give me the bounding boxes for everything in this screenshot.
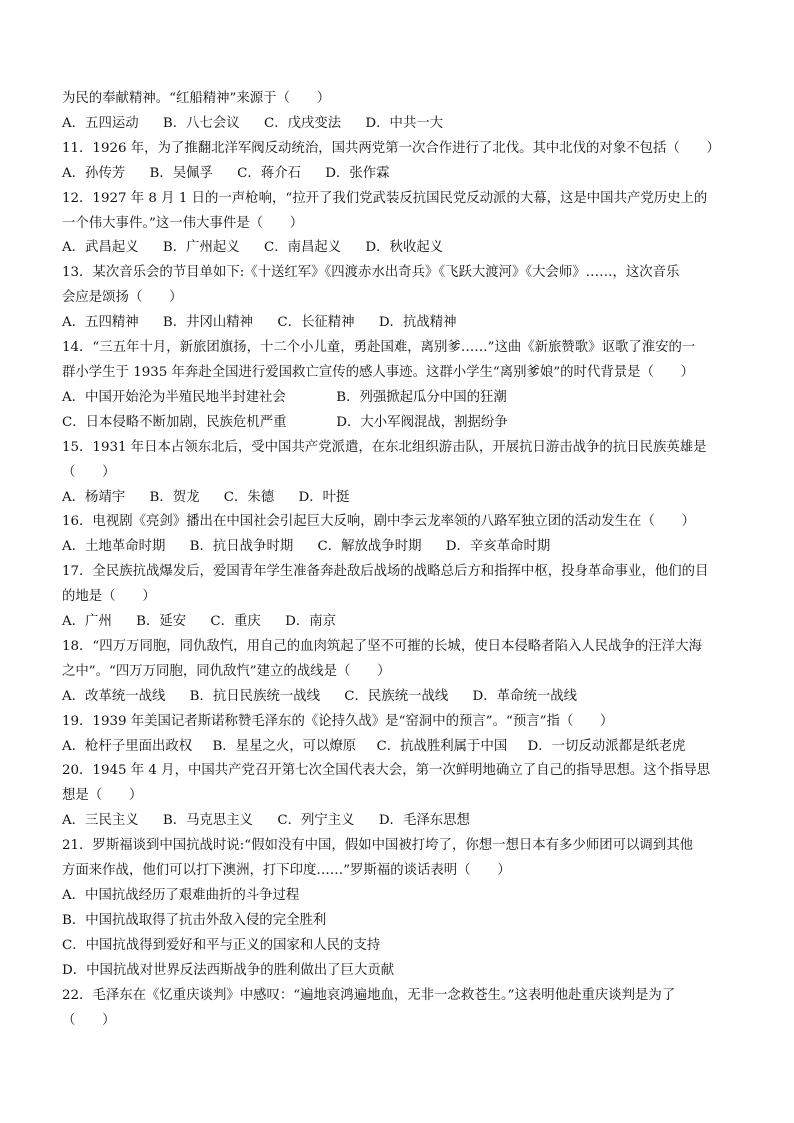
- option-b: B．星星之火，可以燎原: [212, 738, 357, 754]
- question-17: [62, 560, 738, 635]
- question-stem-cont: 会应是颂扬（ ）: [62, 290, 183, 306]
- option-a: A．土地革命时期: [62, 539, 166, 555]
- question-13: [62, 261, 738, 336]
- option-d: D．中共一大: [365, 115, 444, 131]
- option-c: C．解放战争时期: [317, 539, 422, 555]
- option-a: A．改革统一战线: [62, 688, 166, 704]
- option-b: B．吴佩孚: [149, 165, 213, 181]
- option-d: D．中国抗战对世界反法西斯战争的胜利做出了巨大贡献: [62, 962, 395, 978]
- option-b: B．延安: [136, 614, 187, 630]
- options-row: [62, 809, 738, 834]
- option-b: B．马克思主义: [162, 813, 254, 829]
- question-stem-cont: 的地是（ ）: [62, 589, 156, 605]
- options-row: [62, 411, 738, 436]
- options-row: [62, 685, 738, 710]
- exam-page: [62, 87, 738, 1033]
- question-11: [62, 137, 738, 187]
- option-b: B．贺龙: [149, 489, 200, 505]
- question-stem-cont: （ ）: [62, 1012, 116, 1028]
- option-d: D．南京: [285, 614, 336, 630]
- question-stem: 21．罗斯福谈到中国抗战时说:“假如没有中国，假如中国被打垮了，你想一想日本有多少师团可以调到其他: [62, 838, 693, 854]
- option-d: D．抗战精神: [378, 315, 457, 331]
- options-row: [62, 112, 738, 137]
- question-21: [62, 834, 738, 983]
- question-stem-cont: （ ）: [62, 464, 116, 480]
- option-d: D．张作霖: [325, 165, 390, 181]
- option-a: A．枪杆子里面出政权: [62, 738, 193, 754]
- option-c: C．列宁主义: [277, 813, 355, 829]
- option-a: A．武昌起义: [62, 240, 139, 256]
- option-a: A．五四运动: [62, 115, 139, 131]
- options-row: [62, 236, 738, 261]
- option-b: B．广州起义: [162, 240, 240, 256]
- option-c: C．日本侵略不断加剧，民族危机严重: [62, 414, 287, 430]
- option-a: A．杨靖宇: [62, 489, 126, 505]
- option-a: A．中国开始沦为半殖民地半封建社会: [62, 389, 286, 405]
- option-c: C．重庆: [210, 614, 261, 630]
- option-b: B．井冈山精神: [162, 315, 254, 331]
- question-16: [62, 510, 738, 560]
- question-stem-cont: 一个伟大事件。”这一伟大事件是（ ）: [62, 215, 304, 231]
- question-14: [62, 336, 738, 436]
- option-b: B．中国抗战取得了抗击外敌入侵的完全胜利: [62, 912, 327, 928]
- question-stem: 为民的奉献精神。“红船精神”来源于（ ）: [62, 91, 331, 106]
- question-12: [62, 187, 738, 262]
- question-stem: 13．某次音乐会的节目单如下:《十送红军》《四渡赤水出奇兵》《飞跃大渡河》《大会师》……，这次音乐: [62, 265, 680, 281]
- options-row: [62, 386, 738, 411]
- options-row: [62, 162, 738, 187]
- question-15: [62, 436, 738, 511]
- option-b: B．抗日民族统一战线: [189, 688, 321, 704]
- question-stem-cont: 方面来作战，他们可以打下澳洲，打下印度……”罗斯福的谈话表明（ ）: [62, 863, 511, 879]
- options-row: [62, 311, 738, 336]
- option-b: B．抗日战争时期: [189, 539, 294, 555]
- option-c: C．中国抗战得到爱好和平与正义的国家和人民的支持: [62, 937, 381, 953]
- option-c: C．南昌起义: [263, 240, 342, 256]
- option-d: D．辛亥革命时期: [445, 539, 551, 555]
- options-row: [62, 610, 738, 635]
- option-a: A．五四精神: [62, 315, 139, 331]
- option-b: B．列强掀起瓜分中国的狂潮: [336, 389, 507, 405]
- question-22: [62, 984, 738, 1034]
- question-19: [62, 710, 738, 760]
- option-d: D．叶挺: [298, 489, 350, 505]
- option-c: C．民族统一战线: [344, 688, 449, 704]
- option-c: C．长征精神: [277, 315, 355, 331]
- option-a: A．广州: [62, 614, 112, 630]
- question-stem-cont: 群小学生于 1935 年奔赴全国进行爱国救亡宣传的感人事迹。这群小学生“离别爹娘”的时代背景是（ ）: [62, 364, 695, 380]
- option-b: B．八七会议: [162, 115, 240, 131]
- question-stem-cont: 想是（ ）: [62, 788, 143, 804]
- option-c: C．戊戌变法: [263, 115, 342, 131]
- option-a: A．中国抗战经历了艰难曲折的斗争过程: [62, 888, 300, 903]
- question-stem: 20．1945 年 4 月，中国共产党召开第七次全国代表大会，第一次鲜明地确立了自己的指导思想。这个指导思: [62, 763, 711, 779]
- question-stem: 18．“四万万同胞，同仇敌忾，用自己的血肉筑起了坚不可摧的长城，使日本侵略者陷入人民战争的汪洋大海: [62, 638, 702, 654]
- question-18: [62, 635, 738, 710]
- question-stem-cont: 之中”。“四万万同胞，同仇敌忾”建立的战线是（ ）: [62, 663, 391, 679]
- option-d: D．大小军阀混战，割据纷争: [336, 414, 508, 430]
- option-c: C．蒋介石: [237, 165, 301, 181]
- question-stem: 19．1939 年美国记者斯诺称赞毛泽东的《论持久战》是“窑洞中的预言”。“预言”指（ ）: [62, 713, 614, 729]
- options-row: [62, 486, 738, 511]
- question-stem: 17．全民族抗战爆发后，爱国青年学生准备奔赴敌后战场的战略总后方和指挥中枢，投身革命事业，他们的目: [62, 564, 709, 580]
- question-stem: 16．电视剧《亮剑》播出在中国社会引起巨大反响，剧中李云龙率领的八路军独立团的活动发生在（ ）: [62, 514, 696, 530]
- question-10: [62, 87, 738, 137]
- options-row: [62, 735, 738, 760]
- option-d: D．毛泽东思想: [378, 813, 470, 829]
- question-stem: 22．毛泽东在《忆重庆谈判》中感叹：“遍地哀鸿遍地血，无非一念救苍生。”这表明他赴重庆谈判是为了: [62, 987, 676, 1003]
- option-a: A．三民主义: [62, 813, 139, 829]
- question-stem: 14．“三五年十月，新旅团旗扬，十二个小儿童，勇赴国难，离别爹……”这曲《新旅赞歌》讴歌了淮安的一: [62, 340, 696, 356]
- option-d: D．一切反动派都是纸老虎: [527, 738, 686, 754]
- question-20: [62, 759, 738, 834]
- question-stem: 11．1926 年，为了推翻北洋军阀反动统治，国共两党第一次合作进行了北伐。其中北伐的对象不包括（ ）: [62, 140, 720, 156]
- question-stem: 15．1931 年日本占领东北后，受中国共产党派遣，在东北组织游击队，开展抗日游击战争的抗日民族英雄是: [62, 439, 707, 455]
- option-d: D．秋收起义: [365, 240, 444, 256]
- option-d: D．革命统一战线: [472, 688, 578, 704]
- options-row: [62, 535, 738, 560]
- option-a: A．孙传芳: [62, 165, 126, 181]
- option-c: C．朱德: [223, 489, 275, 505]
- question-stem: 12．1927 年 8 月 1 日的一声枪响，“拉开了我们党武装反抗国民党反动派的大幕，这是中国共产党历史上的: [62, 190, 708, 206]
- option-c: C．抗战胜利属于中国: [376, 738, 508, 754]
